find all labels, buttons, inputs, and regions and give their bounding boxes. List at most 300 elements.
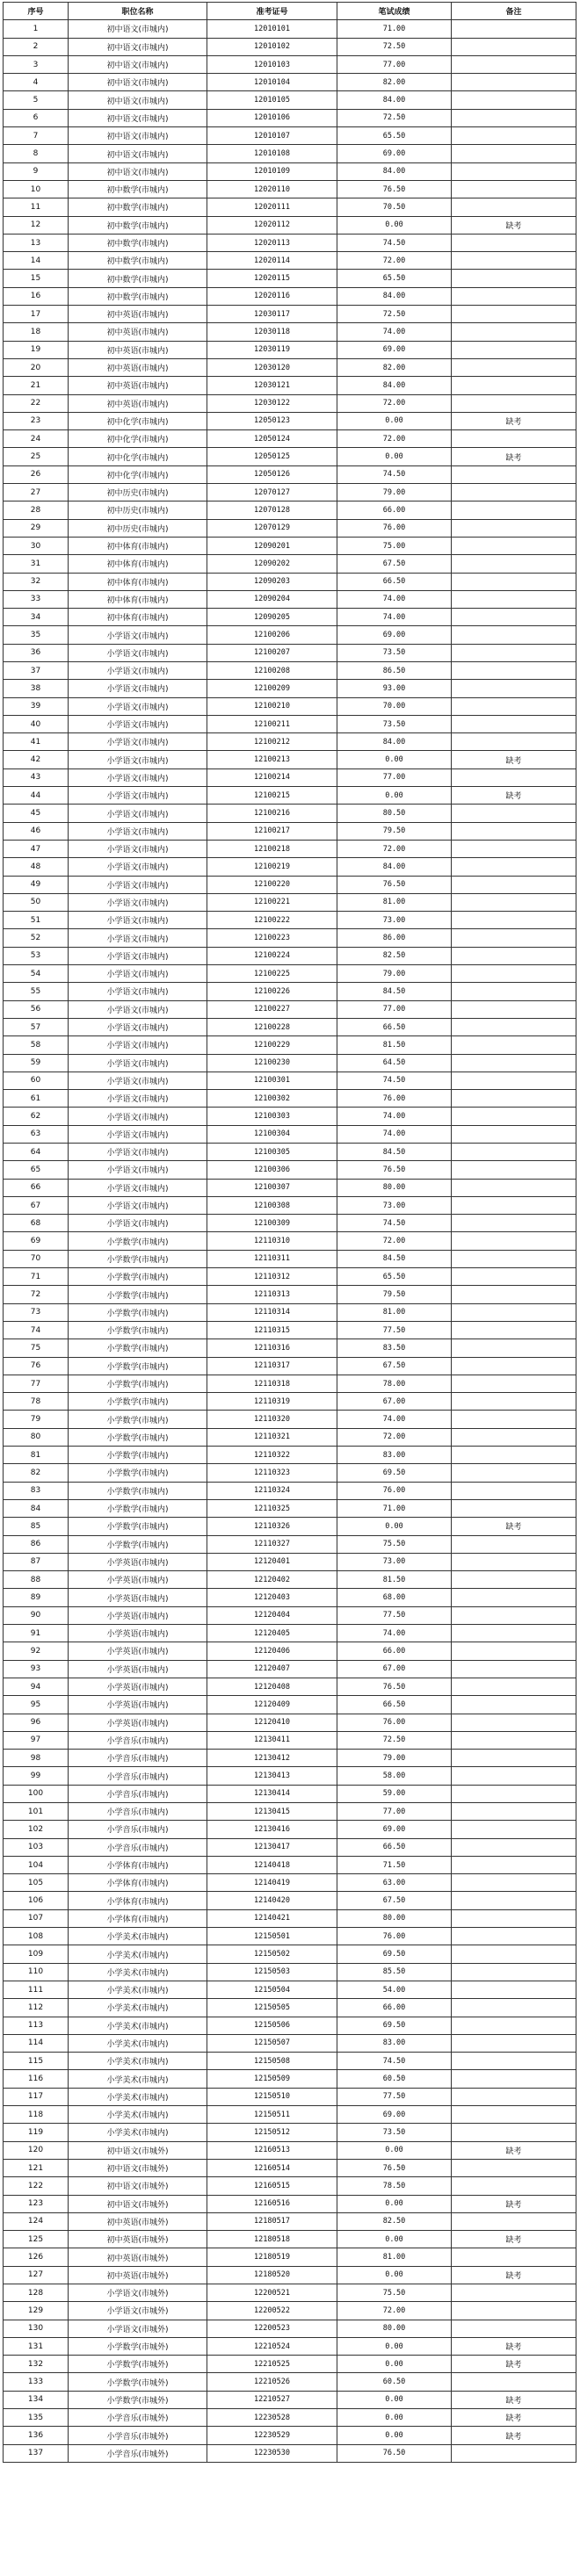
table-row [4,965,576,983]
position-cell: 初中英语(市城内) [69,394,207,412]
table-row [4,394,576,412]
remark-cell: 缺考 [452,2427,576,2444]
serial-cell: 9 [4,162,69,180]
ticket-number-cell: 12110315 [207,1321,337,1339]
position-cell: 初中数学(市城内) [69,234,207,251]
score-cell: 79.00 [337,484,452,501]
serial-cell: 94 [4,1678,69,1695]
serial-cell: 102 [4,1821,69,1838]
serial-cell: 100 [4,1785,69,1802]
score-cell: 73.50 [337,644,452,661]
ticket-number-cell: 12010105 [207,91,337,109]
ticket-number-cell: 12030118 [207,323,337,341]
score-cell: 76.50 [337,1161,452,1179]
serial-cell: 30 [4,537,69,554]
table-row [4,2106,576,2124]
score-cell: 0.00 [337,2356,452,2373]
remark-cell [452,840,576,857]
table-row [4,590,576,608]
remark-cell [452,1447,576,1464]
table-row [4,876,576,893]
score-cell: 74.00 [337,1108,452,1125]
serial-cell: 111 [4,1981,69,1998]
remark-cell [452,1606,576,1624]
remark-cell [452,1196,576,1214]
score-cell: 66.00 [337,1999,452,2017]
remark-cell [452,2088,576,2105]
remark-cell [452,1571,576,1589]
score-cell: 72.50 [337,1731,452,1749]
ticket-number-cell: 12100304 [207,1125,337,1143]
position-cell: 初中英语(市城内) [69,306,207,323]
serial-cell: 136 [4,2427,69,2444]
ticket-number-cell: 12110311 [207,1250,337,1267]
position-cell: 小学语文(市城内) [69,1144,207,1161]
table-row [4,377,576,394]
position-cell: 小学美术(市城内) [69,2017,207,2034]
remark-cell [452,501,576,519]
score-cell: 66.50 [337,1018,452,1035]
table-row [4,1321,576,1339]
score-cell: 0.00 [337,412,452,429]
table-row [4,323,576,341]
table-row [4,1464,576,1482]
serial-cell: 27 [4,484,69,501]
serial-cell: 7 [4,127,69,145]
table-row [4,1821,576,1838]
score-cell: 0.00 [337,2231,452,2248]
score-cell: 73.00 [337,912,452,929]
score-cell: 77.00 [337,55,452,73]
position-cell: 小学体育(市城内) [69,1892,207,1909]
remark-cell: 缺考 [452,2337,576,2355]
serial-cell: 112 [4,1999,69,2017]
ticket-number-cell: 12200522 [207,2302,337,2320]
ticket-number-cell: 12110323 [207,1464,337,1482]
table-row [4,1428,576,1446]
serial-cell: 126 [4,2248,69,2266]
table-row [4,1518,576,1535]
score-cell: 73.00 [337,1196,452,1214]
serial-cell: 118 [4,2106,69,2124]
table-row [4,2266,576,2284]
score-cell: 72.50 [337,109,452,126]
ticket-number-cell: 12070129 [207,519,337,537]
score-cell: 63.00 [337,1874,452,1892]
serial-cell: 32 [4,573,69,590]
ticket-number-cell: 12140418 [207,1856,337,1873]
serial-cell: 61 [4,1090,69,1108]
ticket-number-cell: 12100206 [207,626,337,644]
serial-cell: 36 [4,644,69,661]
table-row [4,626,576,644]
table-body [4,20,576,2463]
table-row [4,680,576,697]
score-cell: 0.00 [337,2427,452,2444]
serial-cell: 18 [4,323,69,341]
serial-cell: 79 [4,1411,69,1428]
ticket-number-cell: 12010103 [207,55,337,73]
remark-cell [452,1642,576,1660]
position-cell: 初中英语(市城外) [69,2212,207,2230]
serial-cell: 103 [4,1838,69,1856]
ticket-number-cell: 12200521 [207,2284,337,2302]
position-cell: 小学语文(市城内) [69,912,207,929]
serial-cell: 10 [4,180,69,198]
table-row [4,412,576,429]
serial-cell: 60 [4,1072,69,1089]
position-cell: 小学语文(市城外) [69,2284,207,2302]
ticket-number-cell: 12020111 [207,198,337,216]
remark-cell [452,876,576,893]
score-cell: 75.00 [337,537,452,554]
position-cell: 初中数学(市城内) [69,216,207,234]
position-cell: 小学语文(市城内) [69,929,207,947]
remark-cell [452,109,576,126]
score-cell: 76.50 [337,180,452,198]
ticket-number-cell: 12180519 [207,2248,337,2266]
position-cell: 初中体育(市城内) [69,590,207,608]
ticket-number-cell: 12030117 [207,306,337,323]
ticket-number-cell: 12110319 [207,1393,337,1411]
serial-cell: 134 [4,2391,69,2408]
remark-cell [452,1232,576,1250]
score-cell: 86.50 [337,661,452,679]
position-cell: 小学音乐(市城内) [69,1821,207,1838]
ticket-number-cell: 12160514 [207,2159,337,2176]
position-cell: 小学数学(市城内) [69,1499,207,1517]
ticket-number-cell: 12120401 [207,1553,337,1570]
table-row [4,1750,576,1767]
remark-cell [452,394,576,412]
remark-cell [452,1144,576,1161]
table-row [4,1696,576,1714]
remark-cell [452,484,576,501]
position-cell: 小学语文(市城内) [69,858,207,876]
serial-cell: 65 [4,1161,69,1179]
score-cell: 67.50 [337,1892,452,1909]
remark-cell [452,306,576,323]
score-cell: 93.00 [337,680,452,697]
table-row [4,1303,576,1321]
table-row [4,1357,576,1375]
ticket-number-cell: 12140420 [207,1892,337,1909]
ticket-number-cell: 12100230 [207,1054,337,1072]
ticket-number-cell: 12110320 [207,1411,337,1428]
serial-cell: 51 [4,912,69,929]
ticket-number-cell: 12100211 [207,715,337,732]
ticket-number-cell: 12110312 [207,1268,337,1286]
ticket-number-cell: 12070128 [207,501,337,519]
table-row [4,2017,576,2034]
remark-cell [452,2284,576,2302]
serial-cell: 76 [4,1357,69,1375]
table-row [4,1447,576,1464]
table-row [4,1660,576,1678]
serial-cell: 1 [4,20,69,38]
table-row [4,55,576,73]
table-row [4,358,576,376]
ticket-number-cell: 12100218 [207,840,337,857]
table-row [4,644,576,661]
serial-cell: 50 [4,893,69,911]
score-cell: 65.50 [337,270,452,287]
position-cell: 小学数学(市城外) [69,2356,207,2373]
remark-cell [452,965,576,983]
header-position: 职位名称 [69,3,207,20]
table-row [4,216,576,234]
ticket-number-cell: 12150502 [207,1945,337,1963]
position-cell: 小学数学(市城内) [69,1518,207,1535]
position-cell: 小学音乐(市城内) [69,1767,207,1785]
remark-cell [452,661,576,679]
score-cell: 77.50 [337,1321,452,1339]
remark-cell [452,1696,576,1714]
position-cell: 小学数学(市城外) [69,2373,207,2391]
position-cell: 小学语文(市城内) [69,697,207,715]
ticket-number-cell: 12100220 [207,876,337,893]
position-cell: 初中英语(市城外) [69,2231,207,2248]
remark-cell [452,1036,576,1054]
remark-cell: 缺考 [452,2231,576,2248]
remark-cell [452,2320,576,2337]
position-cell: 小学数学(市城外) [69,2337,207,2355]
serial-cell: 95 [4,1696,69,1714]
table-row [4,1161,576,1179]
serial-cell: 99 [4,1767,69,1785]
position-cell: 初中数学(市城内) [69,198,207,216]
score-cell: 71.00 [337,1499,452,1517]
ticket-number-cell: 12110313 [207,1286,337,1303]
position-cell: 初中英语(市城外) [69,2248,207,2266]
remark-cell [452,198,576,216]
serial-cell: 119 [4,2124,69,2141]
ticket-number-cell: 12020115 [207,270,337,287]
remark-cell [452,55,576,73]
score-cell: 72.50 [337,306,452,323]
score-cell: 82.00 [337,74,452,91]
serial-cell: 91 [4,1625,69,1642]
serial-cell: 75 [4,1339,69,1357]
ticket-number-cell: 12120407 [207,1660,337,1678]
remark-cell [452,1821,576,1838]
table-row [4,697,576,715]
score-cell: 86.00 [337,929,452,947]
remark-cell [452,1963,576,1981]
score-cell: 66.00 [337,1642,452,1660]
ticket-number-cell: 12100305 [207,1144,337,1161]
score-cell: 69.00 [337,2106,452,2124]
table-row [4,1999,576,2017]
remark-cell [452,626,576,644]
score-cell: 80.00 [337,1909,452,1927]
serial-cell: 87 [4,1553,69,1570]
ticket-number-cell: 12180518 [207,2231,337,2248]
table-row [4,1767,576,1785]
position-cell: 初中语文(市城内) [69,162,207,180]
position-cell: 小学数学(市城内) [69,1321,207,1339]
remark-cell [452,2034,576,2052]
remark-cell [452,1393,576,1411]
score-cell: 66.50 [337,573,452,590]
table-row [4,1838,576,1856]
table-row [4,234,576,251]
serial-cell: 132 [4,2356,69,2373]
position-cell: 小学语文(市城内) [69,626,207,644]
table-row [4,983,576,1000]
ticket-number-cell: 12100223 [207,929,337,947]
remark-cell [452,1250,576,1267]
remark-cell [452,1909,576,1927]
position-cell: 小学美术(市城内) [69,1963,207,1981]
score-cell: 72.00 [337,840,452,857]
table-row [4,2409,576,2427]
remark-cell [452,127,576,145]
position-cell: 小学英语(市城内) [69,1606,207,1624]
score-cell: 0.00 [337,448,452,465]
ticket-number-cell: 12010109 [207,162,337,180]
serial-cell: 34 [4,609,69,626]
table-row [4,2302,576,2320]
table-row [4,484,576,501]
serial-cell: 107 [4,1909,69,1927]
remark-cell: 缺考 [452,216,576,234]
remark-cell [452,1928,576,1945]
remark-cell [452,1553,576,1570]
table-row [4,20,576,38]
score-cell: 74.50 [337,1072,452,1089]
ticket-number-cell: 12210524 [207,2337,337,2355]
table-row [4,2159,576,2176]
ticket-number-cell: 12100208 [207,661,337,679]
table-row [4,1892,576,1909]
score-cell: 81.00 [337,1303,452,1321]
ticket-number-cell: 12140419 [207,1874,337,1892]
ticket-number-cell: 12020110 [207,180,337,198]
position-cell: 小学美术(市城内) [69,1981,207,1998]
serial-cell: 25 [4,448,69,465]
ticket-number-cell: 12050124 [207,430,337,448]
table-row [4,805,576,822]
remark-cell [452,858,576,876]
remark-cell [452,1678,576,1695]
score-cell: 74.00 [337,590,452,608]
score-cell: 0.00 [337,787,452,805]
serial-cell: 43 [4,768,69,786]
score-cell: 69.50 [337,1464,452,1482]
position-cell: 小学英语(市城内) [69,1696,207,1714]
remark-cell: 缺考 [452,2141,576,2159]
score-cell: 77.00 [337,768,452,786]
remark-cell: 缺考 [452,2391,576,2408]
position-cell: 小学数学(市城内) [69,1464,207,1482]
remark-cell [452,893,576,911]
remark-cell [452,573,576,590]
serial-cell: 114 [4,2034,69,2052]
score-cell: 74.50 [337,234,452,251]
score-cell: 69.50 [337,2017,452,2034]
score-cell: 84.00 [337,162,452,180]
table-row [4,38,576,55]
ticket-number-cell: 12110314 [207,1303,337,1321]
table-row [4,127,576,145]
position-cell: 小学体育(市城内) [69,1856,207,1873]
ticket-number-cell: 12150504 [207,1981,337,1998]
score-cell: 78.00 [337,1375,452,1392]
serial-cell: 73 [4,1303,69,1321]
table-row [4,145,576,162]
score-cell: 74.00 [337,609,452,626]
position-cell: 小学语文(市城内) [69,805,207,822]
ticket-number-cell: 12120402 [207,1571,337,1589]
score-cell: 85.50 [337,1963,452,1981]
serial-cell: 78 [4,1393,69,1411]
score-cell: 84.50 [337,1250,452,1267]
ticket-number-cell: 12130417 [207,1838,337,1856]
serial-cell: 35 [4,626,69,644]
score-cell: 84.00 [337,91,452,109]
serial-cell: 84 [4,1499,69,1517]
position-cell: 初中语文(市城外) [69,2177,207,2195]
score-cell: 76.50 [337,2444,452,2462]
header-ticket-number: 准考证号 [207,3,337,20]
serial-cell: 49 [4,876,69,893]
remark-cell [452,1482,576,1499]
serial-cell: 33 [4,590,69,608]
remark-cell [452,2124,576,2141]
position-cell: 小学美术(市城内) [69,2053,207,2070]
table-row [4,2248,576,2266]
remark-cell [452,1179,576,1196]
score-cell: 73.00 [337,1553,452,1570]
serial-cell: 41 [4,733,69,751]
remark-cell [452,1411,576,1428]
score-cell: 83.50 [337,1339,452,1357]
remark-cell: 缺考 [452,2266,576,2284]
position-cell: 小学美术(市城内) [69,1928,207,1945]
position-cell: 小学数学(市城内) [69,1357,207,1375]
position-cell: 小学数学(市城内) [69,1411,207,1428]
serial-cell: 80 [4,1428,69,1446]
table-row [4,1928,576,1945]
table-row [4,1000,576,1018]
table-row [4,341,576,358]
table-row [4,1731,576,1749]
serial-cell: 29 [4,519,69,537]
score-cell: 84.00 [337,377,452,394]
position-cell: 小学音乐(市城外) [69,2444,207,2462]
position-cell: 小学语文(市城内) [69,1090,207,1108]
ticket-number-cell: 12100210 [207,697,337,715]
position-cell: 小学语文(市城内) [69,1179,207,1196]
table-row [4,929,576,947]
table-row [4,2231,576,2248]
position-cell: 初中数学(市城内) [69,270,207,287]
serial-cell: 16 [4,287,69,305]
score-cell: 69.00 [337,1821,452,1838]
remark-cell [452,680,576,697]
table-row [4,858,576,876]
position-cell: 小学数学(市城外) [69,2391,207,2408]
table-row [4,2195,576,2212]
ticket-number-cell: 12090202 [207,555,337,573]
table-row [4,1232,576,1250]
score-cell: 69.00 [337,626,452,644]
table-row [4,162,576,180]
position-cell: 小学美术(市城内) [69,1945,207,1963]
score-cell: 0.00 [337,2141,452,2159]
position-cell: 小学音乐(市城外) [69,2409,207,2427]
